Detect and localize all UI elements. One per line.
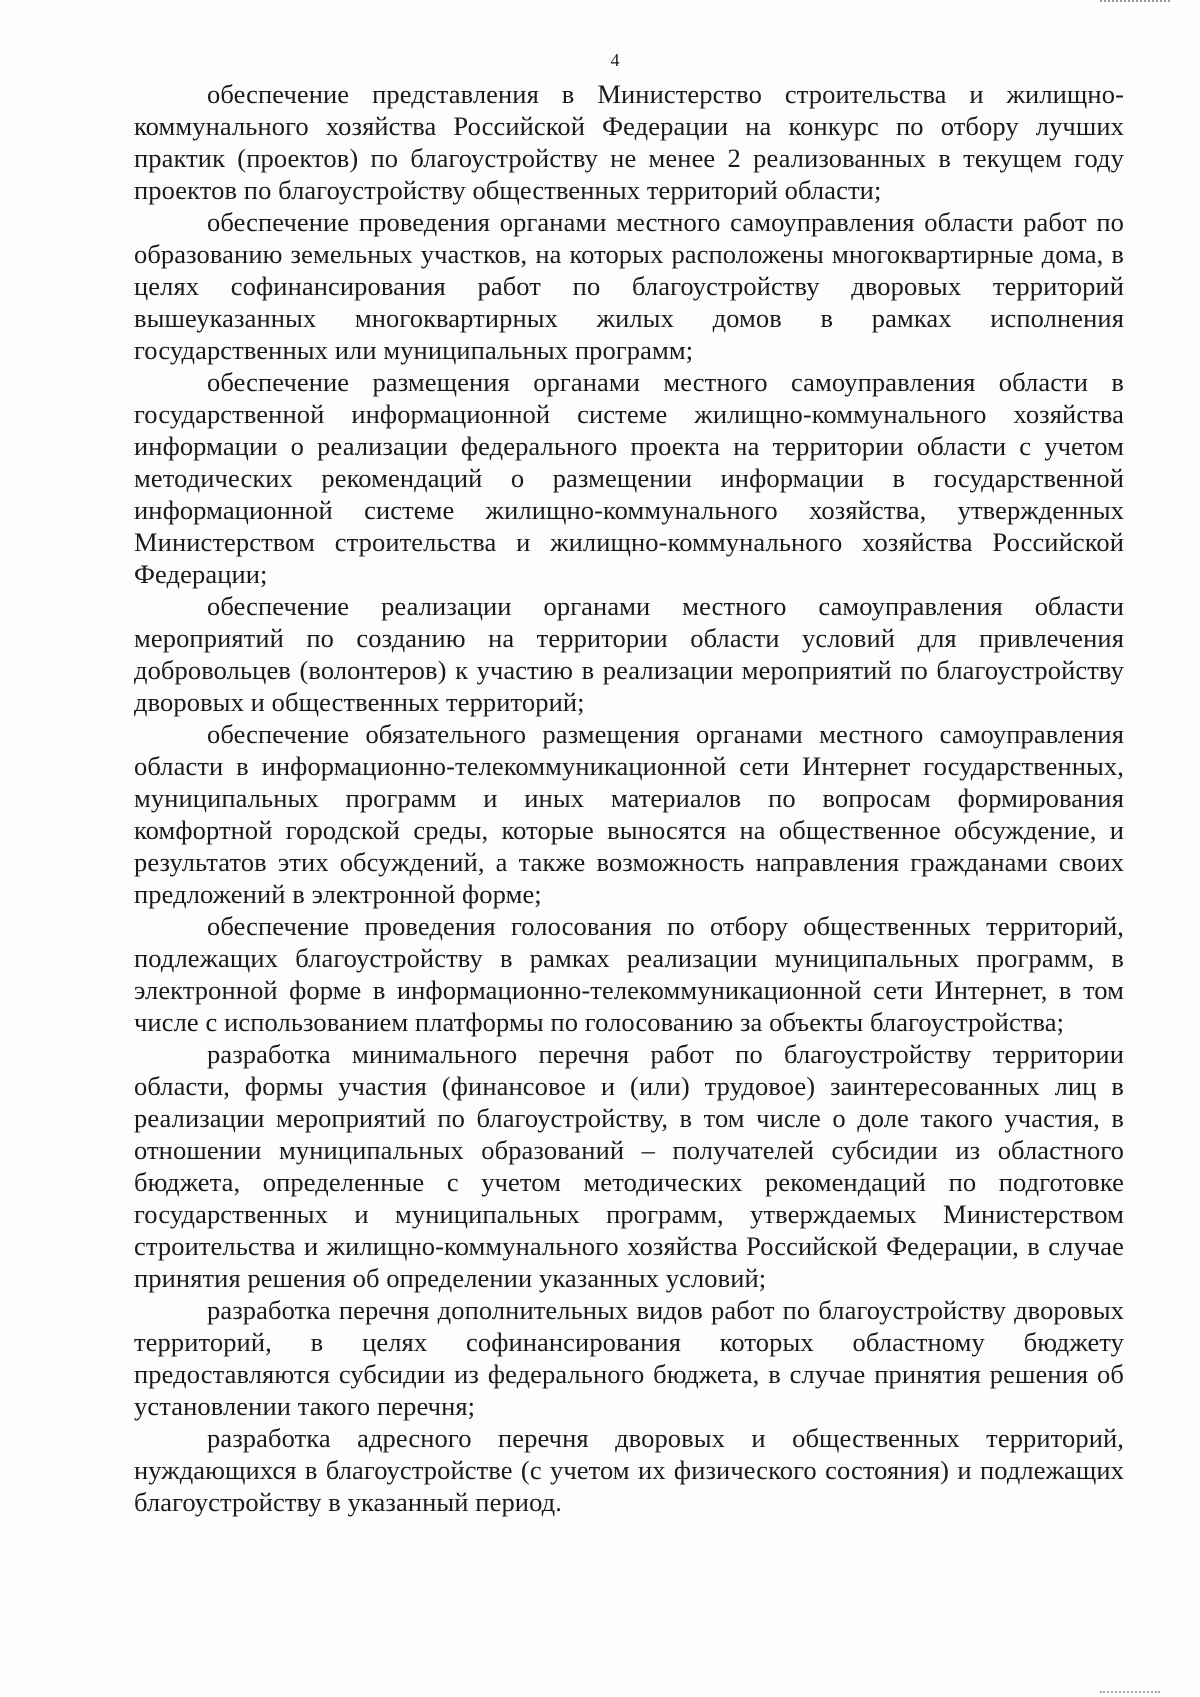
paragraph: обеспечение проведения голосования по отбору общественных территорий, подлежащих благоустройству в рамках реализации муниципальных программ, в электронной форме в информационно-телекоммуникационной сети Интернет, в том числе с использованием платформы по голосованию за объекты благоустройства;: [134, 911, 1124, 1037]
document-body: [134, 78, 1124, 1518]
scan-artifact-bottom: [1100, 1688, 1160, 1693]
page-number: 4: [610, 50, 620, 70]
paragraph: обеспечение обязательного размещения органами местного самоуправления области в информационно-телекоммуникационной сети Интернет государственных, муниципальных программ и иных материалов по вопросам формирования комфортной городской среды, которые выносятся на общественное обсуждение, и результатов этих обсуждений, а также возможность направления гражданами своих предложений в электронной форме;: [134, 719, 1124, 909]
paragraph: разработка перечня дополнительных видов работ по благоустройству дворовых территорий, в целях софинансирования которых областному бюджету предоставляются субсидии из федерального бюджета, в случае принятия решения об установлении такого перечня;: [134, 1295, 1124, 1421]
paragraph: обеспечение реализации органами местного самоуправления области мероприятий по созданию на территории области условий для привлечения добровольцев (волонтеров) к участию в реализации мероприятий по благоустройству дворовых и общественных территорий;: [134, 591, 1124, 717]
paragraph: разработка минимального перечня работ по благоустройству территории области, формы участия (финансовое и (или) трудовое) заинтересованных лиц в реализации мероприятий по благоустройству, в том числе о доле такого участия, в отношении муниципальных образований – получателей субсидии из областного бюджета, определенные с учетом методических рекомендаций по подготовке государственных и муниципальных программ, утверждаемых Министерством строительства и жилищно-коммунального хозяйства Российской Федерации, в случае принятия решения об определении указанных условий;: [134, 1039, 1124, 1293]
paragraph: обеспечение размещения органами местного самоуправления области в государственной информационной системе жилищно-коммунального хозяйства информации о реализации федерального проекта на территории области с учетом методических рекомендаций о размещении информации в государственной информационной системе жилищно-коммунального хозяйства, утвержденных Министерством строительства и жилищно-коммунального хозяйства Российской Федерации;: [134, 367, 1124, 589]
scan-artifact-top: [1100, 0, 1170, 6]
paragraph: разработка адресного перечня дворовых и общественных территорий, нуждающихся в благоустройстве (с учетом их физического состояния) и подлежащих благоустройству в указанный период.: [134, 1423, 1124, 1517]
paragraph: обеспечение представления в Министерство строительства и жилищно-коммунального хозяйства Российской Федерации на конкурс по отбору лучших практик (проектов) по благоустройству не менее 2 реализованных в текущем году проектов по благоустройству общественных территорий области;: [134, 79, 1124, 205]
paragraph: обеспечение проведения органами местного самоуправления области работ по образованию земельных участков, на которых расположены многоквартирные дома, в целях софинансирования работ по благоустройству дворовых территорий вышеуказанных многоквартирных жилых домов в рамках исполнения государственных или муниципальных программ;: [134, 207, 1124, 365]
